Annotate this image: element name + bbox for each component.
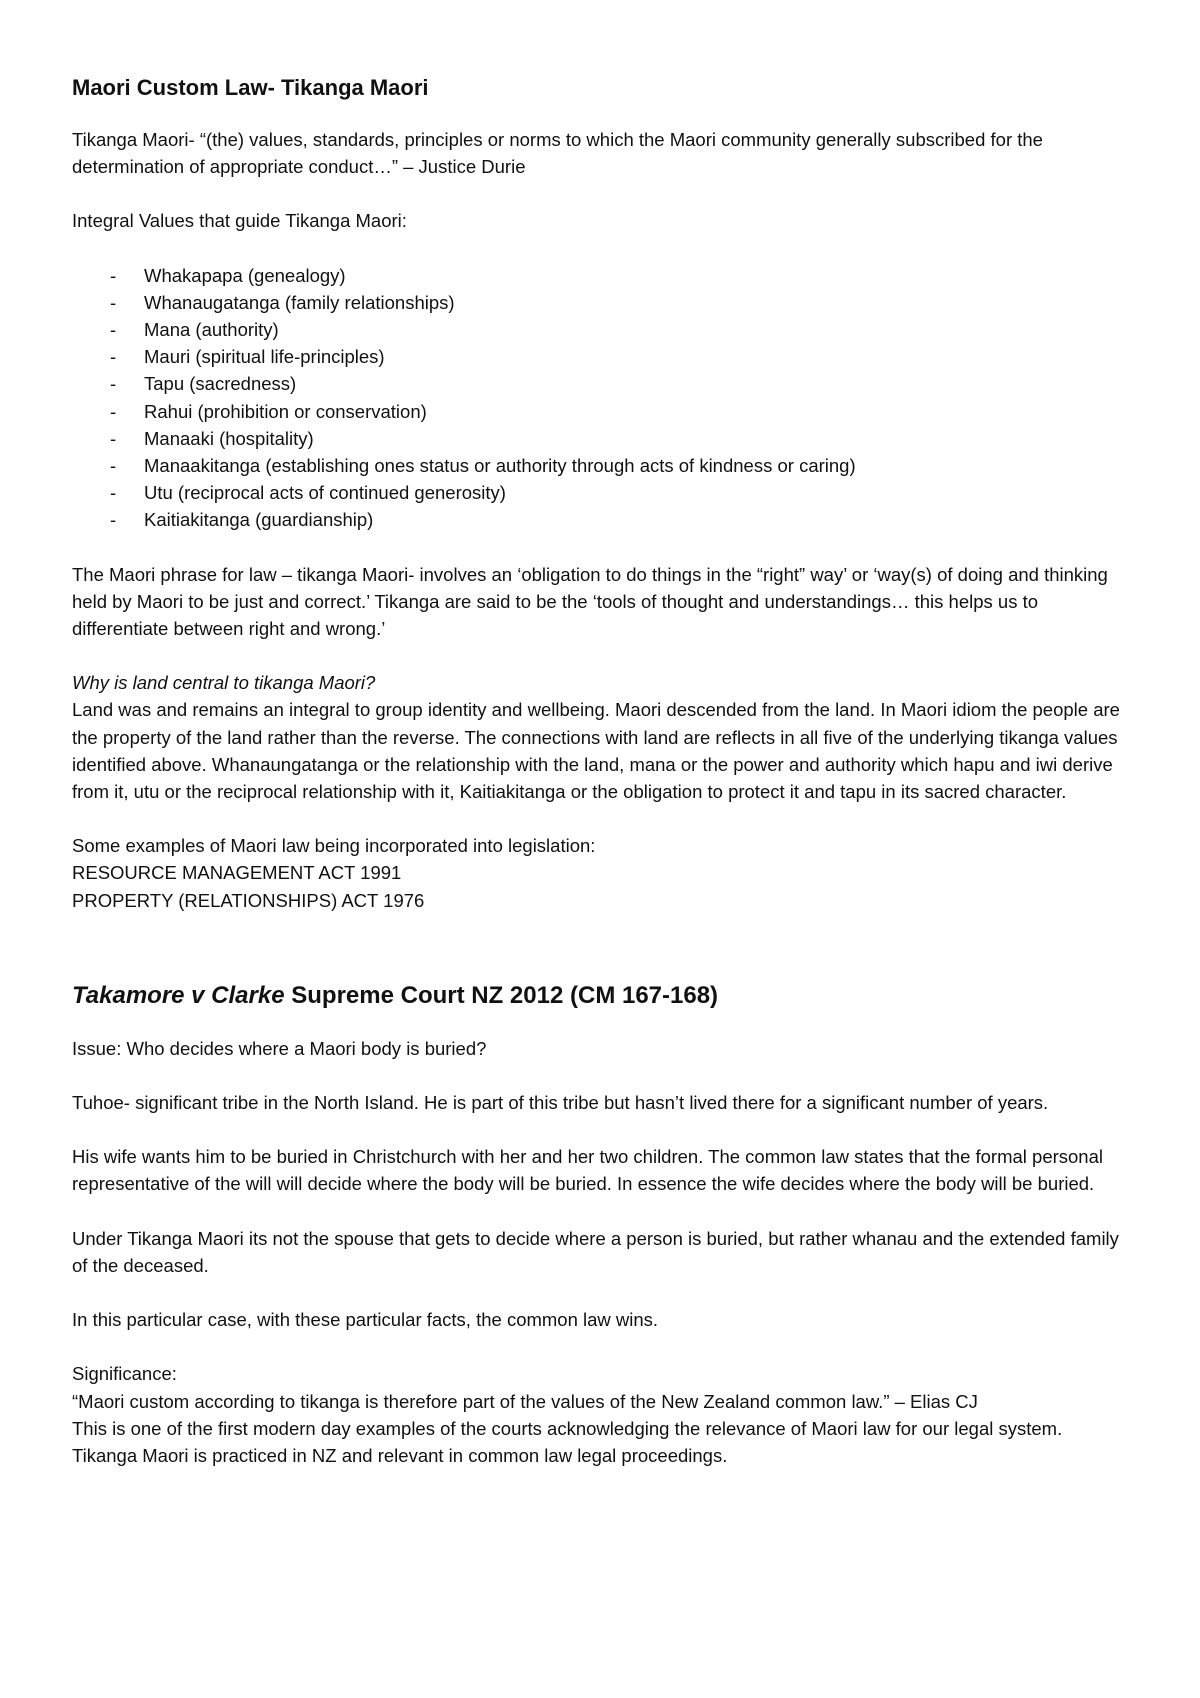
dash-bullet-icon: -: [110, 373, 117, 395]
case-tikanga-rule: Under Tikanga Maori its not the spouse that gets to decide where a person is buried, but rather whanau and the extended family of the deceased.: [72, 1227, 1119, 1276]
list-item: - Whakapapa (genealogy): [72, 262, 1132, 289]
list-item: - Rahui (prohibition or conservation): [72, 398, 1132, 425]
case-wife: His wife wants him to be buried in Christchurch with her and her two children. The common law states that the formal personal representative of the will will decide where the body will be buried. In essence the wife decides where the body will be buried.: [72, 1146, 1103, 1195]
case-court: Supreme Court NZ 2012 (CM 167-168): [284, 981, 719, 1009]
list-item: - Manaaki (hospitality): [72, 425, 1132, 452]
case-issue: Issue: Who decides where a Maori body is buried?: [72, 1037, 487, 1059]
list-item: - Mauri (spiritual life-principles): [72, 343, 1132, 370]
dash-bullet-icon: -: [110, 509, 117, 531]
list-item: - Kaitiakitanga (guardianship): [72, 506, 1132, 533]
dash-bullet-icon: -: [110, 264, 117, 286]
law-phrase-paragraph: The Maori phrase for law – tikanga Maori- involves an ‘obligation to do things in the “right” way’ or ‘way(s) of doing and thinking held by Maori to be just and correct.’ Tikanga are said to be the ‘tools of thought and understandings… this helps us to differentiate between right and wrong.’: [72, 563, 1108, 640]
case-title: [72, 981, 1132, 1011]
list-item: - Manaakitanga (establishing ones status or authority through acts of kindness or caring): [72, 452, 1132, 479]
tikanga-definition: Tikanga Maori- “(the) values, standards, principles or norms to which the Maori community generally subscribed for the determination of appropriate conduct…” – Justice Durie: [72, 129, 1043, 178]
list-item: - Mana (authority): [72, 316, 1132, 343]
case-outcome: In this particular case, with these particular facts, the common law wins.: [72, 1309, 659, 1331]
dash-bullet-icon: -: [110, 319, 117, 341]
values-list: [72, 262, 1132, 534]
list-item: - Whanaugatanga (family relationships): [72, 289, 1132, 316]
values-intro: Integral Values that guide Tikanga Maori:: [72, 210, 407, 232]
legislation-intro: Some examples of Maori law being incorporated into legislation:: [72, 835, 596, 857]
dash-bullet-icon: -: [110, 400, 117, 422]
significance-point: This is one of the first modern day examples of the courts acknowledging the relevance of Maori law for our legal system.: [72, 1417, 1063, 1439]
dash-bullet-icon: -: [110, 427, 117, 449]
land-question: Why is land central to tikanga Maori?: [72, 672, 376, 694]
dash-bullet-icon: -: [110, 482, 117, 504]
significance-quote: “Maori custom according to tikanga is therefore part of the values of the New Zealand common law.” – Elias CJ: [72, 1390, 978, 1412]
dash-bullet-icon: -: [110, 291, 117, 313]
case-name: Takamore v Clarke: [72, 981, 285, 1009]
dash-bullet-icon: -: [110, 346, 117, 368]
section-spacer: [72, 914, 1132, 981]
dash-bullet-icon: -: [110, 455, 117, 477]
list-item: - Utu (reciprocal acts of continued generosity): [72, 479, 1132, 506]
legislation-item: PROPERTY (RELATIONSHIPS) ACT 1976: [72, 889, 425, 911]
case-tuhoe: Tuhoe- significant tribe in the North Island. He is part of this tribe but hasn’t lived there for a significant number of years.: [72, 1092, 1049, 1114]
significance-point: Tikanga Maori is practiced in NZ and relevant in common law legal proceedings.: [72, 1444, 728, 1466]
document-page: [72, 74, 1132, 1469]
land-answer: Land was and remains an integral to group identity and wellbeing. Maori descended from the land. In Maori idiom the people are the property of the land rather than the reverse. The connections with land are reflects in all five of the underlying tikanga values identified above. Whanaungatanga or the relationship with the land, mana or the power and authority which hapu and iwi derive from it, utu or the reciprocal relationship with it, Kaitiakitanga or the obligation to protect it and tapu in its sacred character.: [72, 699, 1120, 803]
list-item: - Tapu (sacredness): [72, 370, 1132, 397]
significance-label: Significance:: [72, 1363, 177, 1385]
section-title: Maori Custom Law- Tikanga Maori: [72, 75, 429, 100]
legislation-item: RESOURCE MANAGEMENT ACT 1991: [72, 862, 402, 884]
